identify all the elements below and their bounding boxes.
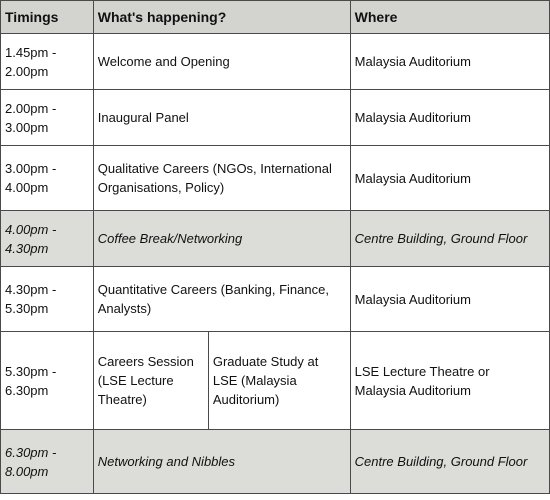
table-row-break: [1, 430, 550, 494]
table-row: [1, 332, 550, 430]
time-cell: [1, 146, 94, 211]
table-row: [1, 34, 550, 90]
location-text: Centre Building, Ground Floor: [354, 454, 528, 469]
time-start: 4.30pm -: [5, 282, 57, 297]
location-text: Malaysia Auditorium: [354, 54, 471, 69]
time-cell: [1, 430, 94, 494]
session-b-line1: Graduate Study at: [212, 354, 319, 369]
session-b-line3: Auditorium): [212, 392, 280, 407]
event-text: Networking and Nibbles: [97, 454, 236, 469]
header-timings: Timings: [1, 1, 94, 34]
time-end: 4.00pm: [5, 180, 49, 195]
header-row: [1, 1, 550, 34]
event-text-line2: Organisations, Policy): [97, 180, 225, 195]
header-where: Where: [350, 1, 549, 34]
time-start: 2.00pm -: [5, 100, 57, 116]
location-cell: [350, 211, 549, 267]
event-cell: [93, 211, 350, 267]
table-row: [1, 146, 550, 211]
event-cell: [93, 34, 350, 90]
event-cell: [93, 146, 350, 211]
session-a-line2: (LSE Lecture: [97, 373, 174, 388]
session-b-line2: LSE (Malaysia: [212, 373, 297, 388]
location-cell: [350, 90, 549, 146]
time-end: 8.00pm: [5, 463, 49, 479]
location-text: Malaysia Auditorium: [354, 170, 471, 186]
location-text-line2: Malaysia Auditorium: [354, 382, 471, 398]
time-cell: [1, 90, 94, 146]
location-cell: [350, 146, 549, 211]
event-text-line2: Analysts): [97, 301, 152, 316]
event-text-line1: Qualitative Careers (NGOs, International: [97, 161, 332, 176]
header-whats-happening: What's happening?: [93, 1, 350, 34]
time-start: 6.30pm -: [5, 444, 57, 460]
time-end: 6.30pm: [5, 382, 49, 398]
event-cell: [93, 430, 350, 494]
event-text: Inaugural Panel: [97, 110, 189, 125]
time-start: 1.45pm -: [5, 44, 57, 60]
time-start: 5.30pm -: [5, 363, 57, 379]
time-end: 2.00pm: [5, 63, 49, 79]
location-text: Centre Building, Ground Floor: [354, 231, 528, 246]
table-row-break: [1, 211, 550, 267]
time-end: 4.30pm: [5, 240, 49, 256]
table-row: [1, 267, 550, 332]
time-cell: [1, 211, 94, 267]
location-cell: [350, 267, 549, 332]
time-start: 3.00pm -: [5, 161, 57, 176]
location-text-line1: LSE Lecture Theatre or: [354, 363, 490, 379]
event-text: Welcome and Opening: [97, 54, 230, 69]
location-cell: [350, 430, 549, 494]
time-start: 4.00pm -: [5, 221, 57, 237]
event-text: Coffee Break/Networking: [97, 231, 243, 246]
session-a-cell: [93, 332, 208, 430]
event-cell: [93, 90, 350, 146]
session-b-cell: [208, 332, 350, 430]
location-cell: [350, 332, 549, 430]
table-row: [1, 90, 550, 146]
location-text: Malaysia Auditorium: [354, 291, 471, 307]
session-a-line1: Careers Session: [97, 354, 194, 369]
time-end: 3.00pm: [5, 119, 49, 135]
time-cell: [1, 34, 94, 90]
location-text: Malaysia Auditorium: [354, 110, 471, 125]
time-end: 5.30pm: [5, 301, 49, 316]
location-cell: [350, 34, 549, 90]
session-a-line3: Theatre): [97, 392, 147, 407]
time-cell: [1, 267, 94, 332]
time-cell: [1, 332, 94, 430]
event-cell: [93, 267, 350, 332]
event-text-line1: Quantitative Careers (Banking, Finance,: [97, 282, 329, 297]
